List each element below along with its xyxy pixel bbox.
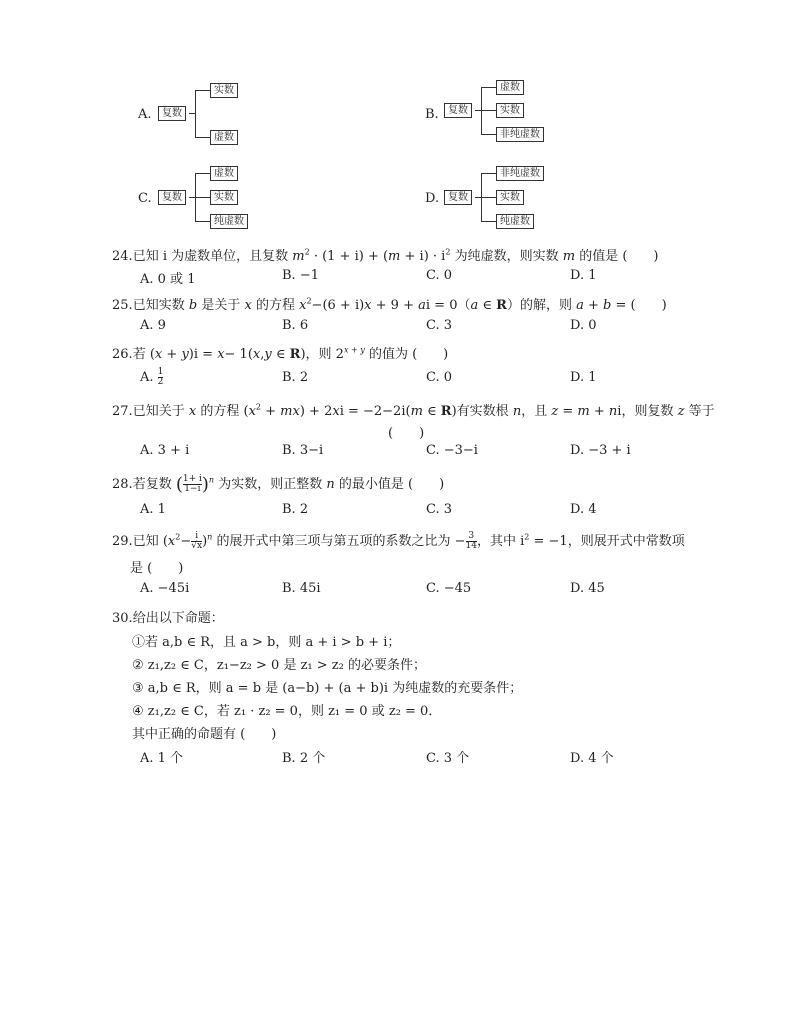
diagram-b-child-2: 实数 [496,103,524,118]
option-b[interactable]: B. 3−i [282,443,324,458]
question-29: 29.已知 ($x^2-$ $\frac{i}{√x}$ )$^n$ 的展开式中第三项与第五项的系数之比为 − $\frac{3}{14}$ ，其中 $i^2 = -1$，则展开式中常数项 [112,531,685,551]
fraction-one-half: $\frac{1}{2}$ [157,367,164,387]
statement-2: ② z₁,z₂ ∈ C，z₁−z₂ > 0 是 z₁ > z₂ 的必要条件； [132,658,426,673]
question-29-line2: 是 ( ) [130,561,184,576]
diagram-d-child-1: 非纯虚数 [496,166,544,181]
diagram-b-root: 复数 [444,103,472,118]
question-30-tail: 其中正确的命题有 ( ) [132,727,277,742]
option-a[interactable]: A. 3 + i [140,443,190,458]
connector [481,197,496,198]
option-b[interactable]: B. 2 个 [282,751,326,766]
option-b[interactable]: B. 2 [282,370,309,385]
question-25: 25.已知实数 b 是关于 x 的方程 $x^2-(6 + i)x + 9$ + ai = 0（a ∈ R）的解，则 a + b = ( ) [112,296,667,313]
option-a[interactable]: A. 9 [140,318,166,333]
option-d[interactable]: D. −3 + i [570,443,631,458]
diagram-d-label: D. [425,191,440,206]
connector [195,173,210,174]
option-a[interactable]: A. 0 或 1 [140,272,196,287]
option-c[interactable]: C. 3 个 [426,751,470,766]
connector [481,110,496,111]
option-c[interactable]: C. −3−i [426,443,478,458]
answer-paren: ( ) [388,426,425,441]
option-b[interactable]: B. 45i [282,581,321,596]
fraction-expression: $\frac{1+ i}{1-i}$ [182,474,202,494]
connector [481,173,496,174]
option-b[interactable]: B. −1 [282,268,319,283]
option-a[interactable]: A. 1 [140,502,166,517]
statement-4: ④ z₁,z₂ ∈ C，若 z₁ · z₂ = 0，则 z₁ = 0 或 z₂ = 0． [132,704,442,719]
statement-1: ①若 a,b ∈ R，且 a > b，则 a + i > b + i； [132,635,401,650]
fraction-ratio: $\frac{3}{14}$ [465,531,477,551]
option-d[interactable]: D. 4 [570,502,597,517]
statement-3: ③ a,b ∈ R，则 a = b 是 (a−b) + (a + b)i 为纯虚数的充要条件； [132,681,523,696]
option-d[interactable]: D. 1 [570,370,597,385]
diagram-d-child-2: 实数 [496,190,524,205]
option-a[interactable]: A. −45i [140,581,190,596]
connector [195,197,210,198]
diagram-c-child-1: 虚数 [210,166,238,181]
diagram-c-child-3: 纯虚数 [210,214,248,229]
connector [481,221,496,222]
connector [481,134,496,135]
diagram-b-child-3: 非纯虚数 [496,127,544,142]
connector [195,90,196,137]
option-c[interactable]: C. 3 [426,502,453,517]
option-d[interactable]: D. 45 [570,581,605,596]
diagram-c-child-2: 实数 [210,190,238,205]
diagram-a-label: A. [138,107,152,122]
option-d[interactable]: D. 4 个 [570,751,614,766]
connector [195,137,210,138]
option-c[interactable]: C. 0 [426,268,453,283]
connector [195,90,210,91]
question-27: 27.已知关于 x 的方程 $(x^2 + mx) + 2xi = -2-2i(m$ ∈ R)有实数根 n，且 z = m + ni，则复数 z 等于 [112,402,715,419]
option-a[interactable]: A. 1 个 [140,751,184,766]
option-c[interactable]: C. 0 [426,370,453,385]
diagram-a-child-1: 实数 [210,83,238,98]
option-d[interactable]: D. 0 [570,318,597,333]
option-a[interactable]: A. $\frac{1}{2}$ [140,367,164,387]
diagram-c-root: 复数 [158,190,186,205]
question-26: 26.若 (x + y)i = x− 1(x,y ∈ R)，则 $2^{x + y}$ 的值为 ( ) [112,345,449,362]
question-30: 30.给出以下命题： [112,611,224,626]
diagram-b-label: B. [425,107,439,122]
option-d[interactable]: D. 1 [570,268,597,283]
diagram-b-child-1: 虚数 [496,80,524,95]
connector [195,221,210,222]
option-b[interactable]: B. 2 [282,502,309,517]
diagram-a-root: 复数 [158,106,186,121]
option-c[interactable]: C. 3 [426,318,453,333]
diagram-d-root: 复数 [444,190,472,205]
question-24: 24.已知 i 为虚数单位，且复数 $m^2 \cdot (1 + i) + (m + i) \cdot i^2$ 为纯虚数，则实数 m 的值是 ( ) [112,247,659,264]
option-b[interactable]: B. 6 [282,318,309,333]
question-number: 24. [112,249,133,264]
connector [481,87,482,135]
question-28: 28.若复数 ( $\frac{1+ i}{1-i}$ )$^n$ 为实数，则正整数 n 的最小值是 ( ) [112,474,445,495]
diagram-a-child-2: 虚数 [210,130,238,145]
diagram-c-label: C. [138,191,152,206]
connector [481,87,496,88]
option-c[interactable]: C. −45 [426,581,472,596]
diagram-d-child-3: 纯虚数 [496,214,534,229]
